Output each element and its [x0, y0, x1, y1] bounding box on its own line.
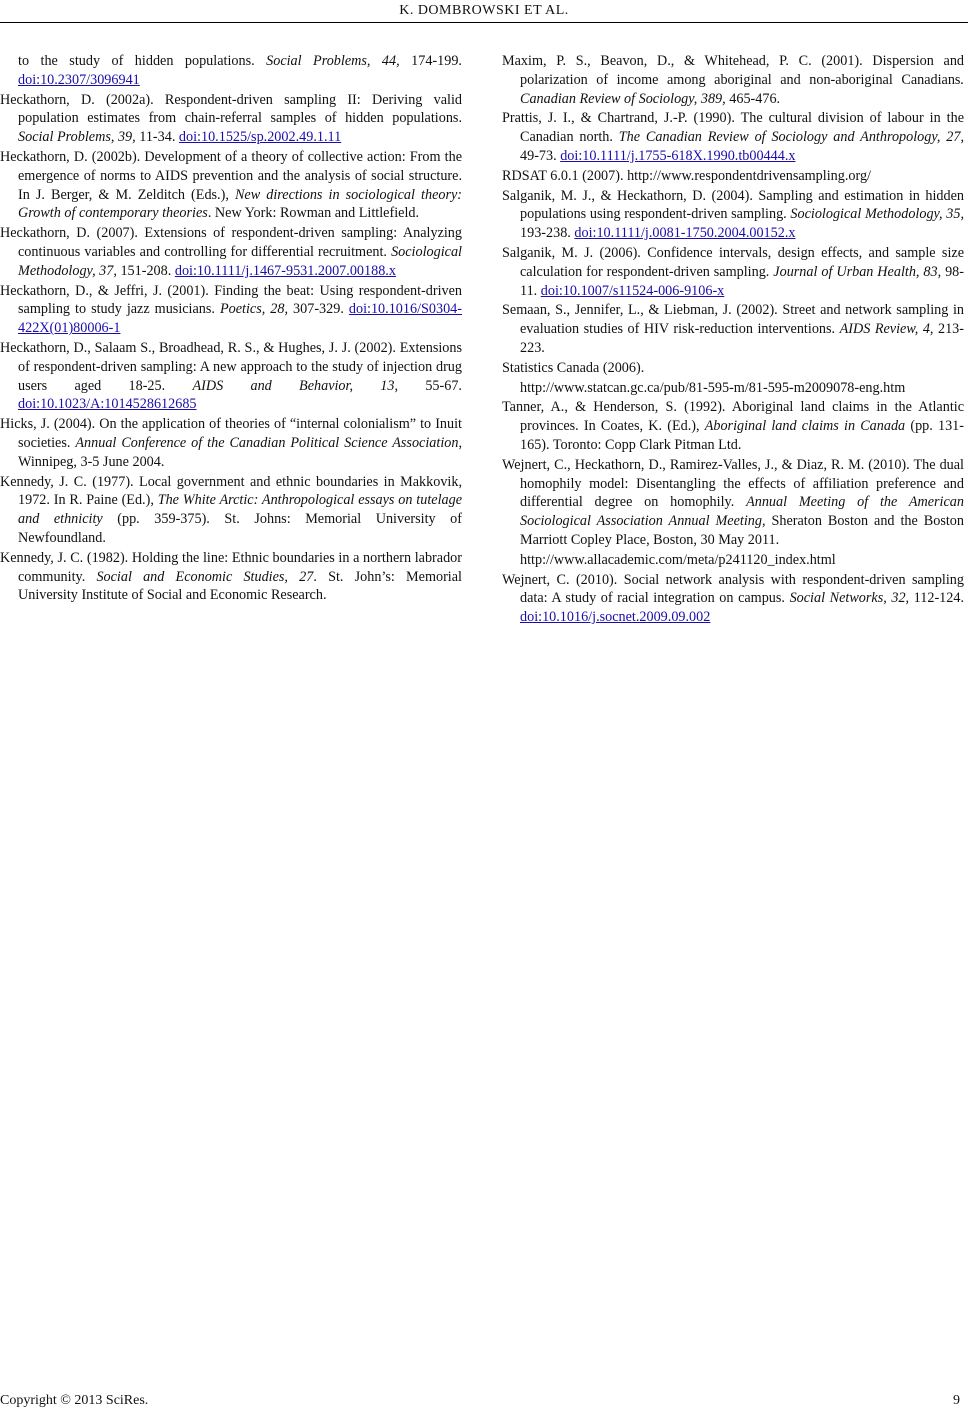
- references-right-column: [502, 52, 964, 628]
- reference-source-title: Sociological Methodology, 35,: [790, 206, 964, 223]
- reference-text: Hicks, J. (2004). On the application of theories of “internal colonialism” to Inuit societies.: [0, 416, 462, 451]
- doi-link[interactable]: doi:10.1016/S0304-422X(01)80006-1: [18, 301, 463, 337]
- reference-text: Statistics Canada (2006).: [502, 359, 645, 376]
- reference-text: to the study of hidden populations.: [18, 53, 267, 69]
- reference-source-title: Journal of Urban Health, 83,: [773, 263, 942, 280]
- reference-source-title: Social Problems, 44,: [266, 53, 400, 69]
- reference-text: Heckathorn, D. (2007). Extensions of respondent-driven sampling: Analyzing continuous variables and controlling for differential recruitment.: [0, 225, 462, 260]
- reference-entry: [502, 244, 964, 300]
- reference-text: http://www.statcan.gc.ca/pub/81-595-m/81-595-m2009078-eng.htm: [520, 379, 906, 396]
- reference-text: RDSAT 6.0.1 (2007). http://www.respondentdrivensampling.org/: [502, 167, 871, 184]
- reference-entry: [502, 571, 964, 627]
- doi-link[interactable]: doi:10.1525/sp.2002.49.1.11: [178, 129, 342, 146]
- doi-link[interactable]: doi:10.2307/3096941: [18, 71, 140, 88]
- reference-text: Heckathorn, D. (2002a). Respondent-driven sampling II: Deriving valid population estimates from chain-referral samples of hidden populations.: [0, 91, 462, 127]
- reference-text: 193-238.: [520, 225, 575, 242]
- reference-source-title: Social Networks, 32,: [789, 590, 910, 607]
- reference-entry: [0, 415, 462, 471]
- reference-text: , Winnipeg, 3-5 June 2004.: [18, 434, 462, 470]
- reference-text: (pp. 131-165). Toronto: Copp Clark Pitman Ltd.: [520, 418, 964, 453]
- reference-source-title: . Canadian Review of Sociology, 389,: [520, 71, 964, 107]
- reference-source-title: The Canadian Review of Sociology and Anthropology, 27,: [618, 129, 965, 146]
- reference-entry: [0, 473, 462, 548]
- doi-link[interactable]: doi:10.1111/j.1755-618X.1990.tb00444.x: [560, 147, 796, 164]
- reference-entry: [0, 91, 462, 147]
- reference-text: . St. John’s: Memorial University Institute of Social and Economic Research.: [18, 568, 462, 604]
- reference-text: , Sheraton Boston and the Boston Marriott Copley Place, Boston, 30 May 2011.: [520, 513, 964, 548]
- copyright-notice: Copyright © 2013 SciRes.: [0, 1393, 149, 1408]
- reference-text: Wejnert, C. (2010). Social network analysis with respondent-driven sampling data: A study of racial integration on campus.: [502, 571, 964, 607]
- reference-source-title: Social Problems, 39,: [18, 129, 136, 146]
- reference-entry: [502, 398, 964, 454]
- reference-entry: [502, 551, 964, 570]
- reference-text: http://www.allacademic.com/meta/p241120_index.html: [520, 551, 836, 568]
- reference-source-title: Aboriginal land claims in Canada: [704, 418, 906, 435]
- reference-text: 307-329.: [288, 301, 349, 318]
- reference-entry: [0, 224, 462, 280]
- running-head: K. DOMBROWSKI ET AL.: [399, 3, 569, 18]
- reference-text: Salganik, M. J. (2006). Confidence intervals, design effects, and sample size calculation for respondent-driven sampling.: [502, 244, 964, 280]
- reference-source-title: Annual Meeting of the American Sociological Association Annual Meeting: [520, 494, 964, 530]
- reference-entry: [0, 148, 462, 223]
- reference-text: 112-124.: [909, 590, 964, 607]
- reference-text: 49-73.: [520, 147, 561, 164]
- reference-text: . New York: Rowman and Littlefield.: [207, 205, 420, 222]
- reference-source-title: Social and Economic Studies, 27: [96, 568, 314, 585]
- reference-text: Heckathorn, D., Salaam S., Broadhead, R. S., & Hughes, J. J. (2002). Extensions of respondent-driven sampling: A new approach to the study of injection drug users aged 18-25.: [0, 339, 462, 394]
- reference-text: Salganik, M. J., & Heckathorn, D. (2004). Sampling and estimation in hidden populations using respondent-driven sampling.: [502, 187, 964, 223]
- header-rule: [0, 22, 968, 23]
- reference-source-title: Sociological Methodology, 37,: [18, 243, 462, 279]
- reference-source-title: AIDS and Behavior, 13,: [192, 377, 399, 394]
- doi-link[interactable]: doi:10.1111/j.0081-1750.2004.00152.x: [574, 225, 796, 242]
- doi-link[interactable]: doi:10.1111/j.1467-9531.2007.00188.x: [174, 262, 396, 279]
- reference-text: Semaan, S., Jennifer, L., & Liebman, J. (2002). Street and network sampling in evaluation studies of HIV risk-reduction interventions.: [502, 302, 964, 338]
- reference-source-title: AIDS Review, 4,: [839, 321, 934, 338]
- reference-entry: [502, 167, 964, 186]
- reference-text: Heckathorn, D. (2002b). Development of a theory of collective action: From the emergence of norms to AIDS prevention and the analysis of social structure. In J. Berger, & M. Zelditch (Eds.),: [0, 148, 462, 203]
- reference-entry: [502, 359, 964, 378]
- reference-entry: [0, 52, 462, 90]
- reference-entry: [0, 549, 462, 605]
- reference-text: Prattis, J. I., & Chartrand, J.-P. (1990). The cultural division of labour in the Canadian north.: [502, 110, 964, 146]
- reference-entry: [502, 109, 964, 165]
- page-number: 9: [953, 1393, 960, 1408]
- reference-text: 151-208.: [116, 262, 175, 279]
- references-left-column: [0, 52, 462, 606]
- reference-source-title: New directions in sociological theory: Growth of contemporary theories: [18, 186, 462, 222]
- reference-text: Maxim, P. S., Beavon, D., & Whitehead, P. C. (2001). Dispersion and polarization of income among aboriginal and non-aboriginal Canadians: [502, 53, 964, 88]
- reference-text: Tanner, A., & Henderson, S. (1992). Aboriginal land claims in the Atlantic provinces. In Coates, K. (Ed.),: [502, 399, 964, 435]
- reference-entry: [502, 187, 964, 243]
- reference-source-title: The White Arctic: Anthropological essays on tutelage and ethnicity: [18, 492, 462, 528]
- reference-entry: [0, 339, 462, 414]
- doi-link[interactable]: doi:10.1023/A:1014528612685: [18, 396, 197, 413]
- reference-entry: [502, 379, 964, 398]
- reference-text: Wejnert, C., Heckathorn, D., Ramirez-Valles, J., & Diaz, R. M. (2010). The dual homophily model: Disentangling the effects of affiliation preference and differential degree on homophily.: [502, 456, 964, 511]
- reference-text: Kennedy, J. C. (1982). Holding the line: Ethnic boundaries in a northern labrador community.: [0, 549, 462, 585]
- reference-source-title: Annual Conference of the Canadian Political Science Association: [75, 434, 459, 451]
- reference-text: Heckathorn, D., & Jeffri, J. (2001). Finding the beat: Using respondent-driven sampling to study jazz musicians.: [0, 282, 462, 318]
- reference-text: Kennedy, J. C. (1977). Local government and ethnic boundaries in Makkovik, 1972. In R. Paine (Ed.),: [0, 473, 462, 509]
- reference-entry: [0, 282, 462, 338]
- reference-text: 213-223.: [520, 321, 964, 356]
- reference-source-title: Poetics, 28,: [219, 301, 289, 318]
- doi-link[interactable]: doi:10.1007/s11524-006-9106-x: [540, 282, 725, 299]
- doi-link[interactable]: doi:10.1016/j.socnet.2009.09.002: [520, 609, 711, 626]
- reference-text: 174-199.: [399, 53, 462, 69]
- reference-entry: [502, 456, 964, 550]
- reference-text: 98-11.: [520, 263, 964, 299]
- reference-text: (pp. 359-375). St. Johns: Memorial University of Newfoundland.: [18, 511, 462, 546]
- reference-text: 11-34.: [135, 129, 179, 146]
- reference-entry: [502, 52, 964, 108]
- reference-entry: [502, 301, 964, 357]
- reference-text: 465-476.: [725, 90, 781, 107]
- reference-text: 55-67.: [398, 377, 462, 394]
